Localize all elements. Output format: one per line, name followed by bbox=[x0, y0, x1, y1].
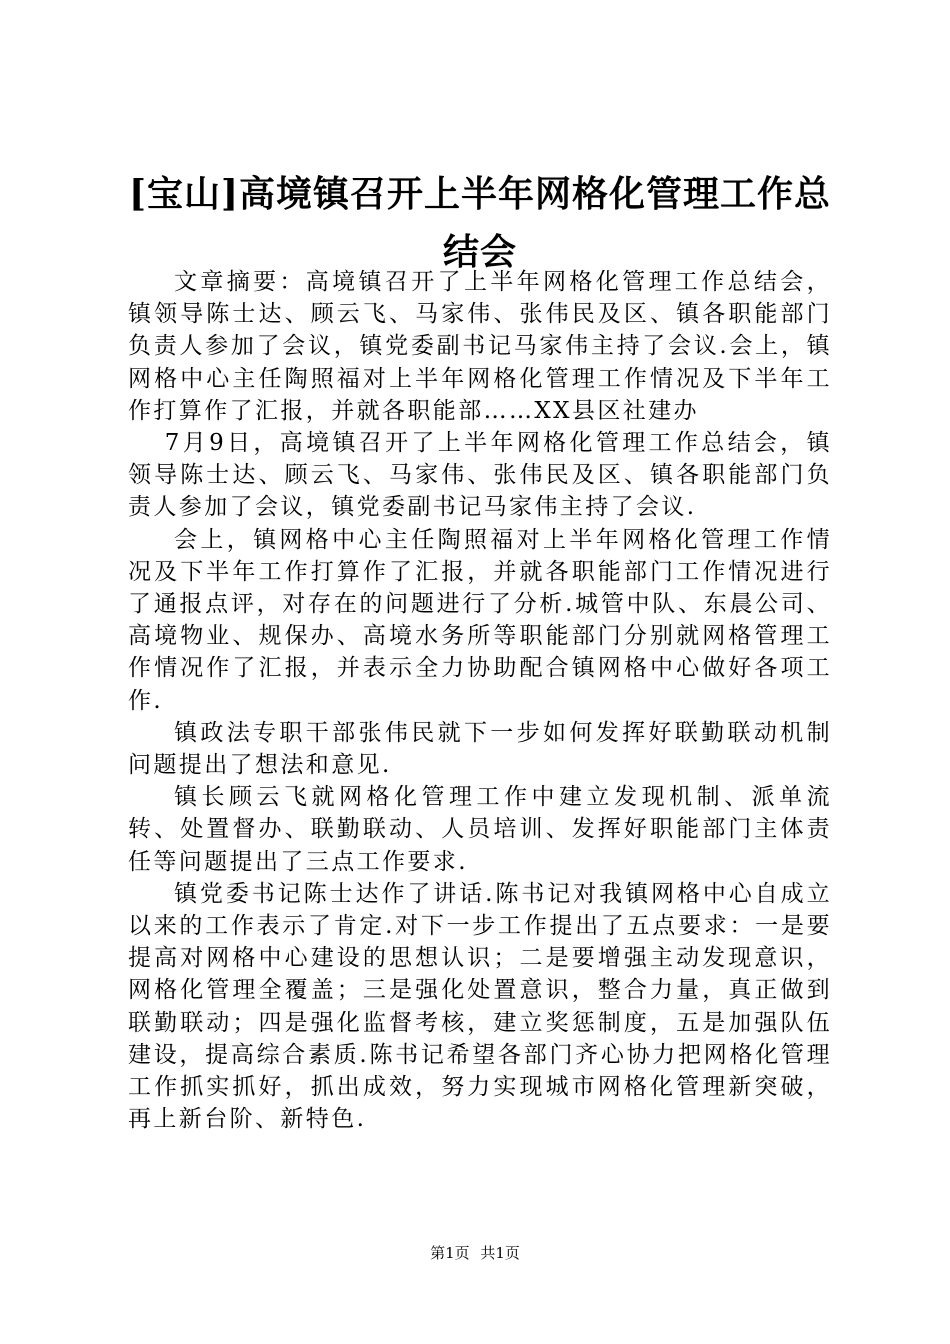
body-paragraph: 7月9日，高境镇召开了上半年网格化管理工作总结会，镇领导陈士达、顾云飞、马家伟、张伟民及区、镇各职能部门负责人参加了会议，镇党委副书记马家伟主持了会议. bbox=[128, 430, 832, 521]
page-number: 第1页 bbox=[430, 1244, 470, 1262]
body-paragraph: 镇党委书记陈士达作了讲话.陈书记对我镇网格中心自成立以来的工作表示了肯定.对下一步工作提出了五点要求：一是要提高对网格中心建设的思想认识；二是要增强主动发现意识，网格化管理全覆盖；三是强化处置意识，整合力量，真正做到联勤联动；四是强化监督考核，建立奖惩制度，五是加强队伍建设，提高综合素质.陈书记希望各部门齐心协力把网格化管理工作抓实抓好，抓出成效，努力实现城市网格化管理新突破，再上新台阶、新特色. bbox=[128, 880, 832, 1133]
document-title: [宝山]高境镇召开上半年网格化管理工作总结会 bbox=[128, 173, 832, 273]
body-paragraph: 会上，镇网格中心主任陶照福对上半年网格化管理工作情况及下半年工作打算作了汇报，并就各职能部门工作情况进行了通报点评，对存在的问题进行了分析.城管中队、东晨公司、高境物业、规保办、高境水务所等职能部门分别就网格管理工作情况作了汇报，并表示全力协助配合镇网格中心做好各项工作. bbox=[128, 526, 832, 714]
page-footer bbox=[0, 1243, 950, 1263]
body-paragraph: 镇政法专职干部张伟民就下一步如何发挥好联勤联动机制问题提出了想法和意见. bbox=[128, 719, 832, 779]
body-paragraph: 镇长顾云飞就网格化管理工作中建立发现机制、派单流转、处置督办、联勤联动、人员培训、发挥好职能部门主体责任等问题提出了三点工作要求. bbox=[128, 784, 832, 875]
summary-paragraph: 文章摘要：高境镇召开了上半年网格化管理工作总结会，镇领导陈士达、顾云飞、马家伟、张伟民及区、镇各职能部门负责人参加了会议，镇党委副书记马家伟主持了会议.会上，镇网格中心主任陶照福对上半年网格化管理工作情况及下半年工作打算作了汇报，并就各职能部……XX县区社建办 bbox=[128, 269, 832, 424]
page-total: 共1页 bbox=[480, 1244, 520, 1262]
document-body bbox=[128, 266, 832, 1135]
